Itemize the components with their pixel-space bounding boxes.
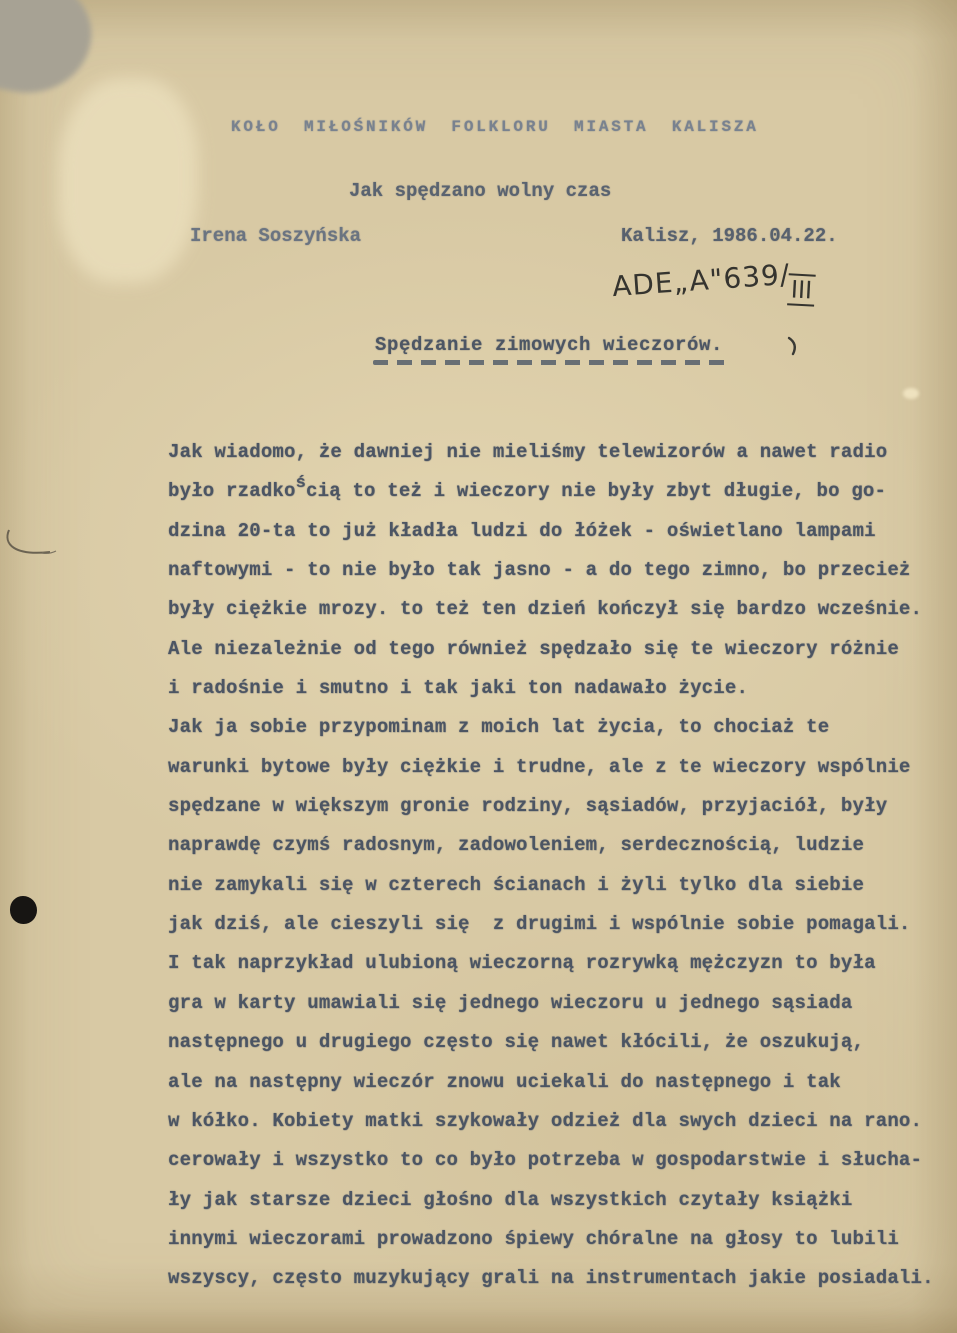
annotation-main: ADE„A"639/ — [611, 257, 792, 304]
typewritten-line: innymi wieczorami prowadzono śpiewy chóralne na głosy to lubili — [168, 1227, 899, 1250]
handwritten-archive-number — [611, 256, 818, 304]
body-text — [168, 441, 948, 1307]
hole-punch-dot — [10, 896, 37, 924]
handwritten-tick-mark — [786, 336, 802, 356]
typewritten-line: jak dziś, ale cieszyli się z drugimi i wspólnie sobie pomagali. — [168, 913, 911, 936]
faded-paper-patch — [58, 78, 198, 283]
typewritten-line: nie zamykali się w czterech ścianach i żyli tylko dla siebie — [168, 873, 865, 896]
torn-corner-patch — [0, 0, 100, 103]
document-title: Jak spędzano wolny czas — [349, 180, 612, 202]
typewritten-line: ale na następny wieczór znowu uciekali do następnego i tak — [168, 1070, 841, 1093]
typewritten-line: spędzane w większym gronie rodziny, sąsiadów, przyjaciół, były — [168, 795, 888, 818]
typewritten-line: Ale niezależnie od tego również spędzało się te wieczory różnie — [168, 637, 899, 660]
typewritten-line: były ciężkie mrozy. to też ten dzień kończył się bardzo wcześnie. — [168, 598, 923, 621]
typewritten-line: gra w karty umawiali się jednego wieczoru u jednego sąsiada — [168, 991, 853, 1014]
raised-correction-letter: ś — [295, 474, 307, 494]
line-segment: było rzadko — [168, 480, 296, 503]
typewritten-line: dzina 20-ta to już kładła ludzi do łóżek - oświetlano lampami — [168, 519, 876, 542]
typewritten-line: w kółko. Kobiety matki szykowały odzież dla swych dzieci na rano. — [168, 1109, 923, 1132]
typewritten-line: naprawdę czymś radosnym, zadowoleniem, serdecznością, ludzie — [168, 834, 865, 857]
dashed-underline — [373, 360, 733, 365]
typewritten-line: I tak naprzykład ulubioną wieczorną rozrywką mężczyzn to była — [168, 952, 876, 975]
typewritten-line: naftowymi - to nie było tak jasno - a do tego zimno, bo przecież — [168, 559, 911, 582]
typewritten-line: następnego u drugiego często się nawet kłócili, że oszukują, — [168, 1031, 865, 1054]
section-heading: Spędzanie zimowych wieczorów. — [375, 334, 724, 356]
typewritten-line: i radośnie i smutno i tak jaki ton nadawało życie. — [168, 677, 749, 700]
place-and-date: Kalisz, 1986.04.22. — [621, 225, 838, 247]
paper-speck — [903, 388, 919, 399]
typewritten-line: Jak wiadomo, że dawniej nie mieliśmy telewizorów a nawet radio — [168, 441, 888, 463]
typewritten-line: Jak ja sobie przypominam z moich lat życia, to chociaż te — [168, 716, 830, 739]
author-name: Irena Soszyńska — [190, 225, 362, 247]
annotation-roman-numeral: III — [787, 273, 816, 306]
line-segment: cią to też i wieczory nie były zbyt długie, bo go- — [306, 480, 887, 503]
typewritten-line: ły jak starsze dzieci głośno dla wszystkich czytały książki — [168, 1188, 853, 1211]
pen-curl-mark — [2, 526, 60, 568]
organization-title: KOŁO MIŁOŚNIKÓW FOLKLORU MIASTA KALISZA — [231, 118, 759, 136]
typewritten-line: wszyscy, często muzykujący grali na instrumentach jakie posiadali. — [168, 1267, 934, 1290]
typewritten-line — [168, 474, 948, 519]
typewritten-line: cerowały i wszystko to co było potrzeba w gospodarstwie i słucha- — [168, 1149, 923, 1172]
typewritten-line: warunki bytowe były ciężkie i trudne, ale z te wieczory wspólnie — [168, 755, 911, 778]
